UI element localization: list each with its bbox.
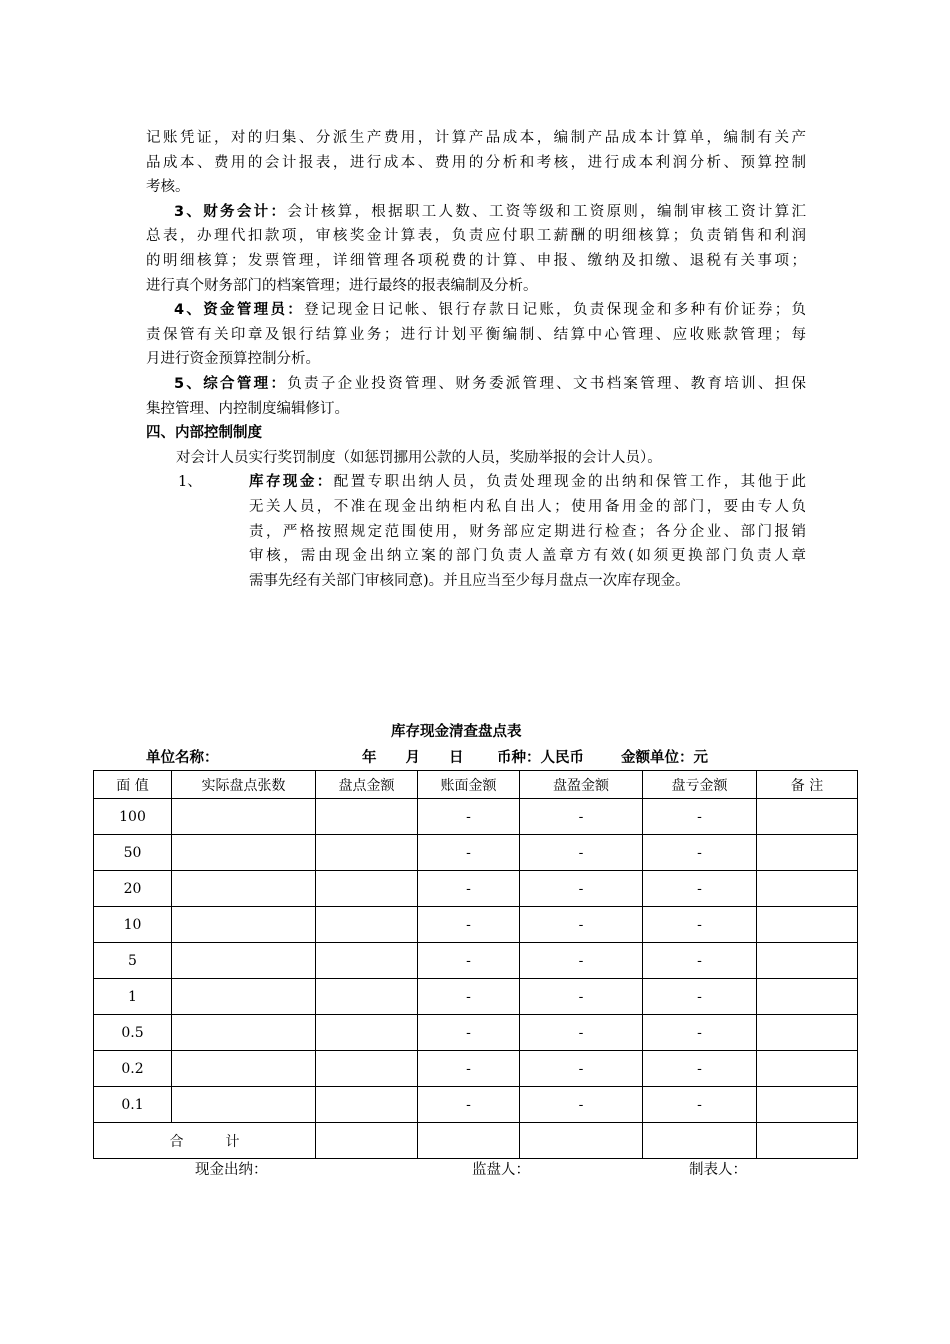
table-cell: 0.2 xyxy=(94,1051,172,1087)
text-span: 登记现金日记帐、银行存款日记账，负责保现金和多种有价证券；负 xyxy=(304,302,806,319)
text-line xyxy=(146,397,806,421)
table-cell[interactable] xyxy=(172,835,316,871)
text-span: 记账凭证，对的归集、分派生产费用，计算产品成本，编制产品成本计算单，编制有关产 xyxy=(146,130,806,146)
text-line xyxy=(146,126,806,150)
text-line xyxy=(146,421,806,445)
table-cell[interactable] xyxy=(172,1087,316,1123)
table-cell[interactable]: - xyxy=(643,835,757,871)
table-row xyxy=(94,799,858,835)
table-cell[interactable] xyxy=(172,979,316,1015)
table-cell[interactable] xyxy=(757,943,858,979)
text-line xyxy=(249,569,806,593)
table-cell[interactable] xyxy=(316,1087,418,1123)
text-line xyxy=(146,175,806,199)
table-cell[interactable]: - xyxy=(418,1015,520,1051)
table-row xyxy=(94,1015,858,1051)
table-cell[interactable] xyxy=(643,1123,757,1159)
table-cell[interactable] xyxy=(316,1015,418,1051)
table-cell[interactable] xyxy=(757,1015,858,1051)
table-cell[interactable]: - xyxy=(643,871,757,907)
text-span: 负责子企业投资管理、财务委派管理、文书档案管理、教育培训、担保 xyxy=(287,376,806,392)
table-cell[interactable] xyxy=(316,1123,418,1159)
table-cell: 盘亏金额 xyxy=(643,771,757,799)
text-span: 四、内部控制制度 xyxy=(146,425,262,442)
table-cell: 盘点金额 xyxy=(316,771,418,799)
table-cell[interactable] xyxy=(172,907,316,943)
table-row xyxy=(94,943,858,979)
table-cell[interactable] xyxy=(316,835,418,871)
table-cell[interactable]: - xyxy=(520,1051,643,1087)
table-cell: 0.5 xyxy=(94,1015,172,1051)
table-cell[interactable]: - xyxy=(520,1015,643,1051)
table-cell[interactable]: - xyxy=(520,1087,643,1123)
table-cell[interactable]: - xyxy=(520,799,643,835)
text-line xyxy=(174,298,806,322)
table-cell[interactable]: - xyxy=(643,907,757,943)
table-cell[interactable]: - xyxy=(418,799,520,835)
table-cell[interactable] xyxy=(172,1015,316,1051)
text-line xyxy=(146,224,806,248)
paragraph-heading: 4、资金管理员： xyxy=(174,302,305,319)
table-cell: 20 xyxy=(94,871,172,907)
table-cell[interactable] xyxy=(316,979,418,1015)
text-line xyxy=(174,200,806,224)
table-cell: 备 注 xyxy=(757,771,858,799)
cash-count-table xyxy=(93,770,858,1159)
text-line xyxy=(249,520,806,544)
text-line xyxy=(146,323,806,347)
paragraph-heading: 5、综合管理： xyxy=(174,376,288,392)
text-span: 品成本、费用的会计报表，进行成本、费用的分析和考核，进行成本利润分析、预算控制 xyxy=(146,154,806,171)
table-cell[interactable] xyxy=(757,1123,858,1159)
table-cell: 面 值 xyxy=(94,771,172,799)
table-cell[interactable]: - xyxy=(418,871,520,907)
table-cell[interactable] xyxy=(757,907,858,943)
footer-supervisor: 监盘人： xyxy=(472,1162,530,1178)
table-cell: 盘盈金额 xyxy=(520,771,643,799)
table-title: 库存现金清查盘点表 xyxy=(391,724,522,740)
table-cell[interactable] xyxy=(172,943,316,979)
text-span: 配置专职出纳人员，负责处理现金的出纳和保管工作，其他于此 xyxy=(333,474,806,491)
table-cell[interactable] xyxy=(316,799,418,835)
table-cell[interactable] xyxy=(172,799,316,835)
table-cell[interactable] xyxy=(316,907,418,943)
table-cell[interactable] xyxy=(757,979,858,1015)
table-header-row xyxy=(94,771,858,799)
table-cell[interactable] xyxy=(757,871,858,907)
text-span: 需事先经有关部门审核同意)。并且应当至少每月盘点一次库存现金。 xyxy=(249,572,690,589)
table-cell[interactable]: - xyxy=(643,1015,757,1051)
table-row xyxy=(94,1087,858,1123)
table-cell[interactable]: - xyxy=(418,907,520,943)
table-cell: 100 xyxy=(94,799,172,835)
text-span: 对会计人员实行奖罚制度（如惩罚挪用公款的人员，奖励举报的会计人员）。 xyxy=(176,449,662,466)
table-cell[interactable]: - xyxy=(643,799,757,835)
paragraph-heading: 3、财务会计： xyxy=(174,203,288,220)
text-span: 责，严格按照规定范围使用，财务部应定期进行检查；各分企业、部门报销 xyxy=(249,523,806,540)
table-cell[interactable]: - xyxy=(418,943,520,979)
table-total-row xyxy=(94,1123,858,1159)
footer-preparer: 制表人： xyxy=(689,1162,747,1178)
table-cell[interactable] xyxy=(316,871,418,907)
paragraph-heading: 库存现金： xyxy=(249,474,334,491)
table-cell[interactable]: - xyxy=(418,979,520,1015)
text-span: 审核，需由现金出纳立案的部门负责人盖章方有效(如须更换部门负责人章 xyxy=(249,548,806,565)
text-span: 考核。 xyxy=(146,179,190,196)
text-line xyxy=(249,495,806,519)
table-cell[interactable]: - xyxy=(520,943,643,979)
table-cell[interactable]: - xyxy=(520,871,643,907)
text-span: 总表，办理代扣款项，审核奖金计算表，负责应付职工薪酬的明细核算；负责销售和利润 xyxy=(146,228,806,245)
table-cell: 1 xyxy=(94,979,172,1015)
table-row xyxy=(94,907,858,943)
table-cell[interactable] xyxy=(520,1123,643,1159)
table-cell: 实际盘点张数 xyxy=(172,771,316,799)
table-cell[interactable] xyxy=(757,1087,858,1123)
currency-label: 币种：人民币 xyxy=(497,750,584,766)
unit-name-label: 单位名称： xyxy=(146,750,219,766)
table-cell: 10 xyxy=(94,907,172,943)
table-cell[interactable] xyxy=(172,871,316,907)
text-line xyxy=(176,446,806,470)
date-label: 年 月 日 xyxy=(362,750,464,766)
text-line xyxy=(146,249,806,273)
table-cell[interactable] xyxy=(172,1051,316,1087)
table-row xyxy=(94,1051,858,1087)
table-cell[interactable]: - xyxy=(643,943,757,979)
amount-unit-label: 金额单位：元 xyxy=(621,750,708,766)
table-cell[interactable] xyxy=(757,835,858,871)
table-cell[interactable]: - xyxy=(520,835,643,871)
text-span: 责保管有关印章及银行结算业务；进行计划平衡编制、结算中心管理、应收账款管理；每 xyxy=(146,326,806,343)
table-row xyxy=(94,979,858,1015)
table-cell[interactable]: - xyxy=(643,979,757,1015)
text-span: 月进行资金预算控制分析。 xyxy=(146,351,320,368)
table-cell: 合 计 xyxy=(94,1123,316,1159)
text-line xyxy=(146,347,806,371)
table-cell[interactable] xyxy=(757,1051,858,1087)
text-line xyxy=(146,151,806,175)
table-cell: 0.1 xyxy=(94,1087,172,1123)
table-cell: 5 xyxy=(94,943,172,979)
footer-cashier: 现金出纳： xyxy=(195,1162,268,1178)
table-cell: 账面金额 xyxy=(418,771,520,799)
text-span: 会计核算，根据职工人数、工资等级和工资原则，编制审核工资计算汇 xyxy=(287,203,806,220)
text-span: 进行真个财务部门的档案管理；进行最终的报表编制及分析。 xyxy=(146,277,538,294)
text-span: 集控管理、内控制度编辑修订。 xyxy=(146,400,349,417)
text-span: 的明细核算；发票管理，详细管理各项税费的计算、申报、缴纳及扣缴、退税有关事项； xyxy=(146,253,806,269)
table-cell: 50 xyxy=(94,835,172,871)
table-cell[interactable] xyxy=(418,1123,520,1159)
table-row xyxy=(94,835,858,871)
table-cell[interactable]: - xyxy=(418,1087,520,1123)
table-cell[interactable] xyxy=(757,799,858,835)
table-cell[interactable]: - xyxy=(520,979,643,1015)
table-cell[interactable] xyxy=(316,943,418,979)
text-line xyxy=(146,274,806,298)
table-cell[interactable]: - xyxy=(643,1051,757,1087)
text-line xyxy=(249,470,806,494)
item-number: 1、 xyxy=(178,474,202,491)
text-line xyxy=(174,372,806,396)
table-cell[interactable]: - xyxy=(643,1087,757,1123)
table-cell[interactable]: - xyxy=(520,907,643,943)
table-cell[interactable] xyxy=(316,1051,418,1087)
table-cell[interactable]: - xyxy=(418,835,520,871)
text-span: 无关人员，不准在现金出纳柜内私自出人；使用备用金的部门，要由专人负 xyxy=(249,499,806,515)
table-cell[interactable]: - xyxy=(418,1051,520,1087)
table-row xyxy=(94,871,858,907)
text-line xyxy=(249,544,806,568)
